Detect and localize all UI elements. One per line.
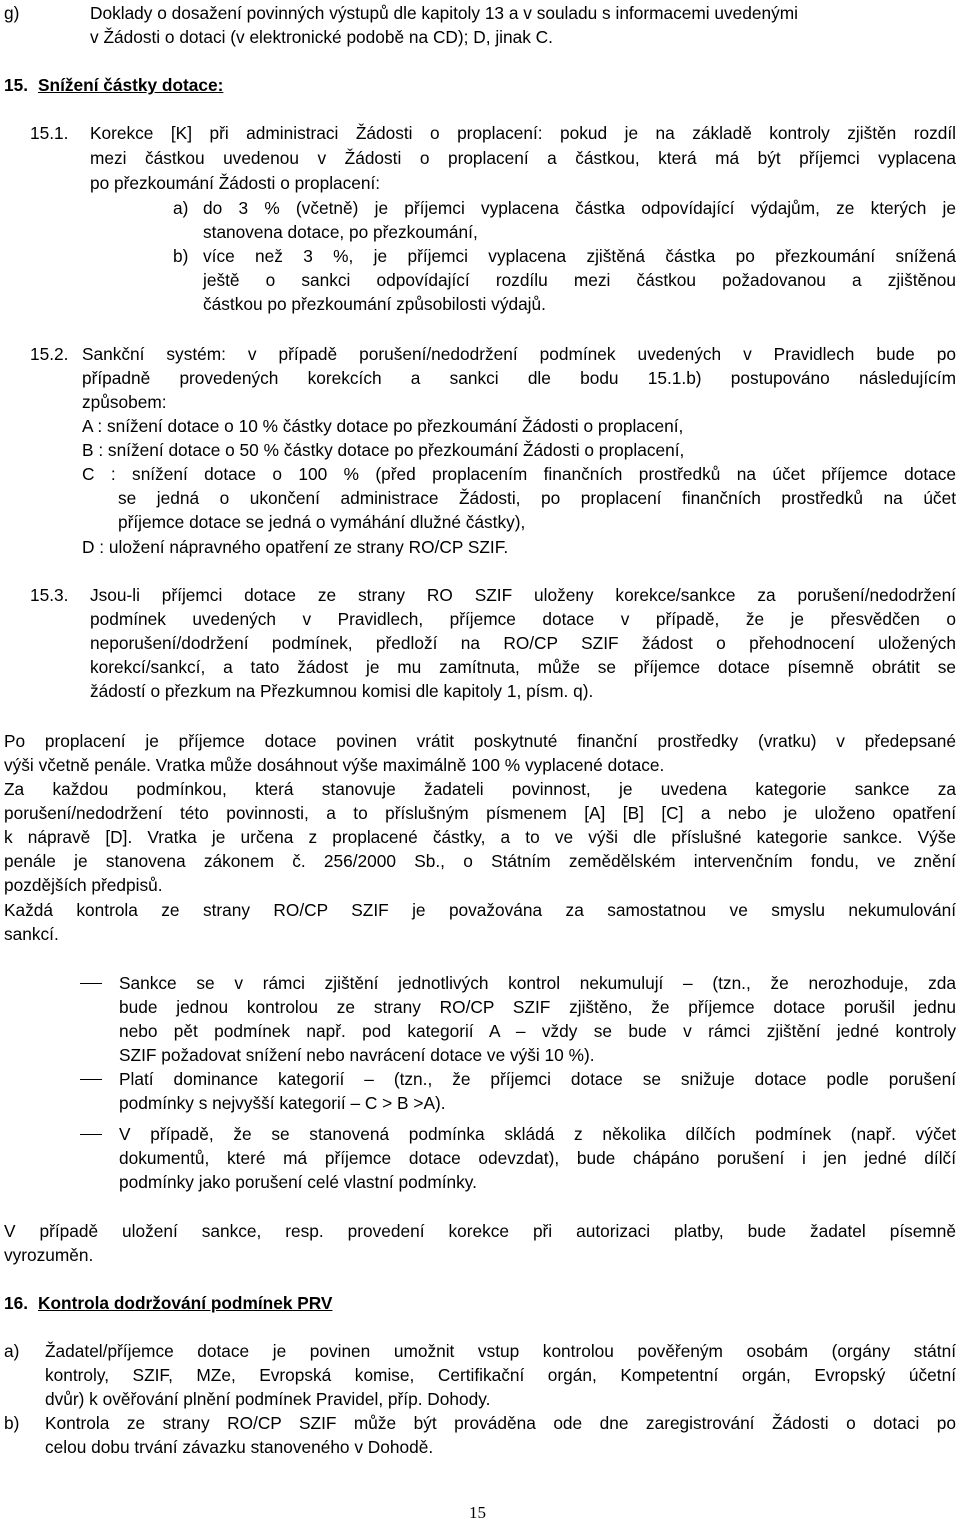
sanction-note-line-2: vyrozuměn. xyxy=(4,1245,94,1265)
body-line-3: Za každou podmínkou, která stanovuje žadateli povinnost, je uvedena kategorie sankce za xyxy=(4,779,956,799)
section-16-a-line-1: Žadatel/příjemce dotace je povinen umožnit vstup kontrolou pověřeným osobám (orgány státní xyxy=(45,1341,956,1361)
para-15-2-line-2: případně provedených korekcích a sankci dle bodu 15.1.b) postupováno následujícím xyxy=(82,368,956,388)
para-15-1-b-line-2: ještě o sankci odpovídající rozdílu mezi částkou požadovanou a zjištěnou xyxy=(203,270,956,290)
sanction-a: A : snížení dotace o 10 % částky dotace po přezkoumání Žádosti o proplacení, xyxy=(82,416,684,436)
sanction-c-line-2: se jedná o ukončení administrace Žádosti, po proplacení finančních prostředků na účet xyxy=(118,488,956,508)
para-15-2-line-3: způsobem: xyxy=(82,392,167,412)
section-16-b-line-2: celou dobu trvání závazku stanoveného v Dohodě. xyxy=(45,1437,434,1457)
para-15-1-b-line-3: částkou po přezkoumání způsobilosti výdajů. xyxy=(203,294,546,314)
para-15-3-line-4: korekcí/sankcí, a tato žádost je mu zamítnuta, může se příjemce dotace písemně obrátit se xyxy=(90,657,956,677)
sanction-c-line-3: příjemce dotace se jedná o vymáhání dlužné částky), xyxy=(118,512,526,532)
item-g-line-1: Doklady o dosažení povinných výstupů dle kapitoly 13 a v souladu s informacemi uvedenými xyxy=(90,3,798,23)
dash-bullet-2 xyxy=(80,1079,102,1080)
item-g-label: g) xyxy=(4,3,20,23)
section-16-title: Kontrola dodržování podmínek PRV xyxy=(38,1293,333,1313)
body-line-8: Každá kontrola ze strany RO/CP SZIF je považována za samostatnou ve smyslu nekumulování xyxy=(4,900,956,920)
para-15-1-line-1: Korekce [K] při administraci Žádosti o proplacení: pokud je na základě kontroly zjištěn rozdíl xyxy=(90,123,956,143)
section-16-b-label: b) xyxy=(4,1413,20,1433)
para-15-1-b-label: b) xyxy=(173,246,189,266)
dash-item-1-line-3: nebo pět podmínek např. pod kategorií A – vždy se bude v rámci zjištění jedné kontroly xyxy=(119,1021,956,1041)
dash-item-3-line-1: V případě, že se stanovená podmínka skládá z několika dílčích podmínek (např. výčet xyxy=(119,1124,956,1144)
section-15-title: Snížení částky dotace: xyxy=(38,75,224,95)
body-line-1: Po proplacení je příjemce dotace povinen vrátit poskytnuté finanční prostředky (vratku) v předepsané xyxy=(4,731,956,751)
para-15-1-a-label: a) xyxy=(173,198,189,218)
body-line-4: porušení/nedodržení této povinnosti, a to příslušným písmenem [A] [B] [C] a nebo je uloženo opatření xyxy=(4,803,956,823)
body-line-7: pozdějších předpisů. xyxy=(4,875,163,895)
body-line-6: penále je stanovena zákonem č. 256/2000 Sb., o Státním zemědělském intervenčním fondu, ve znění xyxy=(4,851,956,871)
item-g-line-2: v Žádosti o dotaci (v elektronické podobě na CD); D, jinak C. xyxy=(90,27,553,47)
para-15-3-line-2: podmínek uvedených v Pravidlech, příjemce dotace v případě, že je přesvědčen o xyxy=(90,609,956,629)
section-16-number: 16. xyxy=(4,1293,29,1313)
section-16-a-line-3: dvůr) k ověřování plnění podmínek Pravidel, příp. Dohody. xyxy=(45,1389,491,1409)
sanction-note-line-1: V případě uložení sankce, resp. provedení korekce při autorizaci platby, bude žadatel písemně xyxy=(4,1221,956,1241)
section-15-number: 15. xyxy=(4,75,29,95)
sanction-b: B : snížení dotace o 50 % částky dotace po přezkoumání Žádosti o proplacení, xyxy=(82,440,685,460)
section-16-b-line-1: Kontrola ze strany RO/CP SZIF může být prováděna ode dne zaregistrování Žádosti o dotaci po xyxy=(45,1413,956,1433)
dash-bullet-3 xyxy=(80,1134,102,1135)
body-line-2: výši včetně penále. Vratka může dosáhnout výše maximálně 100 % vyplacené dotace. xyxy=(4,755,665,775)
para-15-1-a-line-2: stanovena dotace, po přezkoumání, xyxy=(203,222,478,242)
dash-item-1-line-2: bude jednou kontrolou ze strany RO/CP SZIF zjištěno, že příjemce dotace porušil jednu xyxy=(119,997,956,1017)
para-15-1-line-3: po přezkoumání Žádosti o proplacení: xyxy=(90,173,381,193)
dash-item-3-line-3: podmínky jako porušení celé vlastní podmínky. xyxy=(119,1172,477,1192)
para-15-3-line-3: neporušení/dodržení podmínek, předloží na RO/CP SZIF žádost o přehodnocení uložených xyxy=(90,633,956,653)
para-15-3-label: 15.3. xyxy=(30,585,69,605)
para-15-1-a-line-1: do 3 % (včetně) je příjemci vyplacena částka odpovídající výdajům, ze kterých je xyxy=(203,198,956,218)
section-16-a-line-2: kontroly, SZIF, MZe, Evropská komise, Certifikační orgán, Kompetentní orgán, Evropský účetní xyxy=(45,1365,956,1385)
sanction-c-line-1: C : snížení dotace o 100 % (před proplacením finančních prostředků na účet příjemce dotace xyxy=(82,464,956,484)
para-15-1-b-line-1: více než 3 %, je příjemci vyplacena zjištěná částka po přezkoumání snížená xyxy=(203,246,956,266)
sanction-d: D : uložení nápravného opatření ze strany RO/CP SZIF. xyxy=(82,537,509,557)
body-line-9: sankcí. xyxy=(4,924,59,944)
para-15-3-line-1: Jsou-li příjemci dotace ze strany RO SZIF uloženy korekce/sankce za porušení/nedodržení xyxy=(90,585,956,605)
para-15-3-line-5: žádostí o přezkum na Přezkumnou komisi dle kapitoly 1, písm. q). xyxy=(90,681,594,701)
section-16-a-label: a) xyxy=(4,1341,20,1361)
dash-item-3-line-2: dokumentů, které má příjemce dotace odevzdat), bude chápáno porušení i jen jedné dílčí xyxy=(119,1148,956,1168)
body-line-5: k nápravě [D]. Vratka je určena z proplacené částky, a to ve výši dle příslušné kategorie sankce. Výše xyxy=(4,827,956,847)
dash-item-2-line-2: podmínky s nejvyšší kategorií – C > B >A). xyxy=(119,1093,446,1113)
dash-bullet-1 xyxy=(80,983,102,984)
para-15-1-line-2: mezi částkou uvedenou v Žádosti o proplacení a částkou, která má být příjemci vyplacena xyxy=(90,148,956,168)
para-15-1-label: 15.1. xyxy=(30,123,69,143)
para-15-2-line-1: Sankční systém: v případě porušení/nedodržení podmínek uvedených v Pravidlech bude po xyxy=(82,344,956,364)
dash-item-2-line-1: Platí dominance kategorií – (tzn., že příjemci dotace se snižuje dotace podle porušení xyxy=(119,1069,956,1089)
dash-item-1-line-1: Sankce se v rámci zjištění jednotlivých kontrol nekumulují – (tzn., že nerozhoduje, zda xyxy=(119,973,956,993)
dash-item-1-line-4: SZIF požadovat snížení nebo navrácení dotace ve výši 10 %). xyxy=(119,1045,595,1065)
page-number: 15 xyxy=(469,1503,486,1522)
para-15-2-label: 15.2. xyxy=(30,344,69,364)
